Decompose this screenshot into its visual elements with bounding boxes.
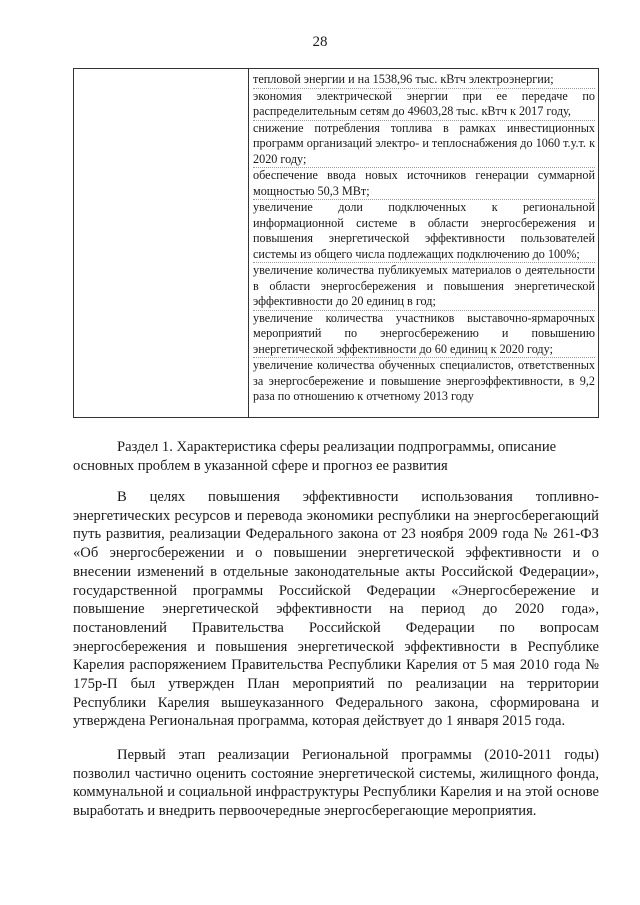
paragraph: В целях повышения эффективности использования топливно-энергетических ресурсов и перевода экономики республики на энергосберегающий путь развития, реализации Федерального закона от 23 ноября 2009 года № 261-ФЗ «Об энергосбережении и о повышении энергетической эффективности и о внесении изменений в отдельные законодательные акты Российской Федерации», государственной программы Российской Федерации «Энергосбережение и повышение энергетической эффективности на период до 2020 года», постановлений Правительства Российской Федерации по вопросам энергосбережения и повышения энергетической эффективности в Республике Карелия распоряжением Правительства Республики Карелия от 5 мая 2010 года № 175р-П был утвержден План мероприятий по реализации на территории Республики Карелия вышеуказанного Федерального закона, сформирована и утверждена Региональная программа, которая действует до 1 января 2015 года. — [73, 489, 599, 730]
list-item: увеличение количества участников выставочно-ярмарочных мероприятий по энергосбережению и повышению энергетической эффективности до 60 единиц к 2020 году; — [253, 310, 595, 356]
list-item: экономия электрической энергии при ее передаче по распределительным сетям до 49603,28 тыс. кВтч к 2017 году, — [253, 88, 595, 118]
table-column-divider — [248, 69, 249, 417]
list-item: увеличение количества публикуемых материалов о деятельности в области энергосбережения и повышения энергетической эффективности до 20 единиц в год; — [253, 263, 595, 308]
list-item: увеличение количества обученных специалистов, ответственных за энергосбережение и повышение энергоэффективности, в 9,2 раза по отношению к отчетному 2013 году — [253, 358, 595, 403]
paragraph: Первый этап реализации Региональной программы (2010-2011 годы) позволил частично оценить состояние энергетической системы, жилищного фонда, коммунальной и социальной инфраструктуры Республики Карелия и на этой основе выработать и внедрить первоочередные энергосберегающие мероприятия. — [73, 747, 599, 820]
section-heading: Раздел 1. Характеристика сферы реализации подпрограммы, описание основных проблем в указанной сфере и прогноз ее развития — [73, 439, 557, 474]
list-item: тепловой энергии и на 1538,96 тыс. кВтч электроэнергии; — [253, 72, 554, 86]
page-number: 28 — [312, 34, 328, 50]
table-cell-targets — [253, 72, 595, 405]
list-item: увеличение доли подключенных к региональной информационной системе в области энергосбережения и повышения энергетической эффективности пользователей системы из общего числа подлежащих подключению до 100%; — [253, 200, 595, 261]
list-item: обеспечение ввода новых источников генерации суммарной мощностью 50,3 МВт; — [253, 168, 595, 198]
list-item: снижение потребления топлива в рамках инвестиционных программ организаций электро- и теплоснабжения до 1060 т.у.т. к 2020 году; — [253, 120, 595, 166]
indicators-table — [73, 68, 599, 418]
